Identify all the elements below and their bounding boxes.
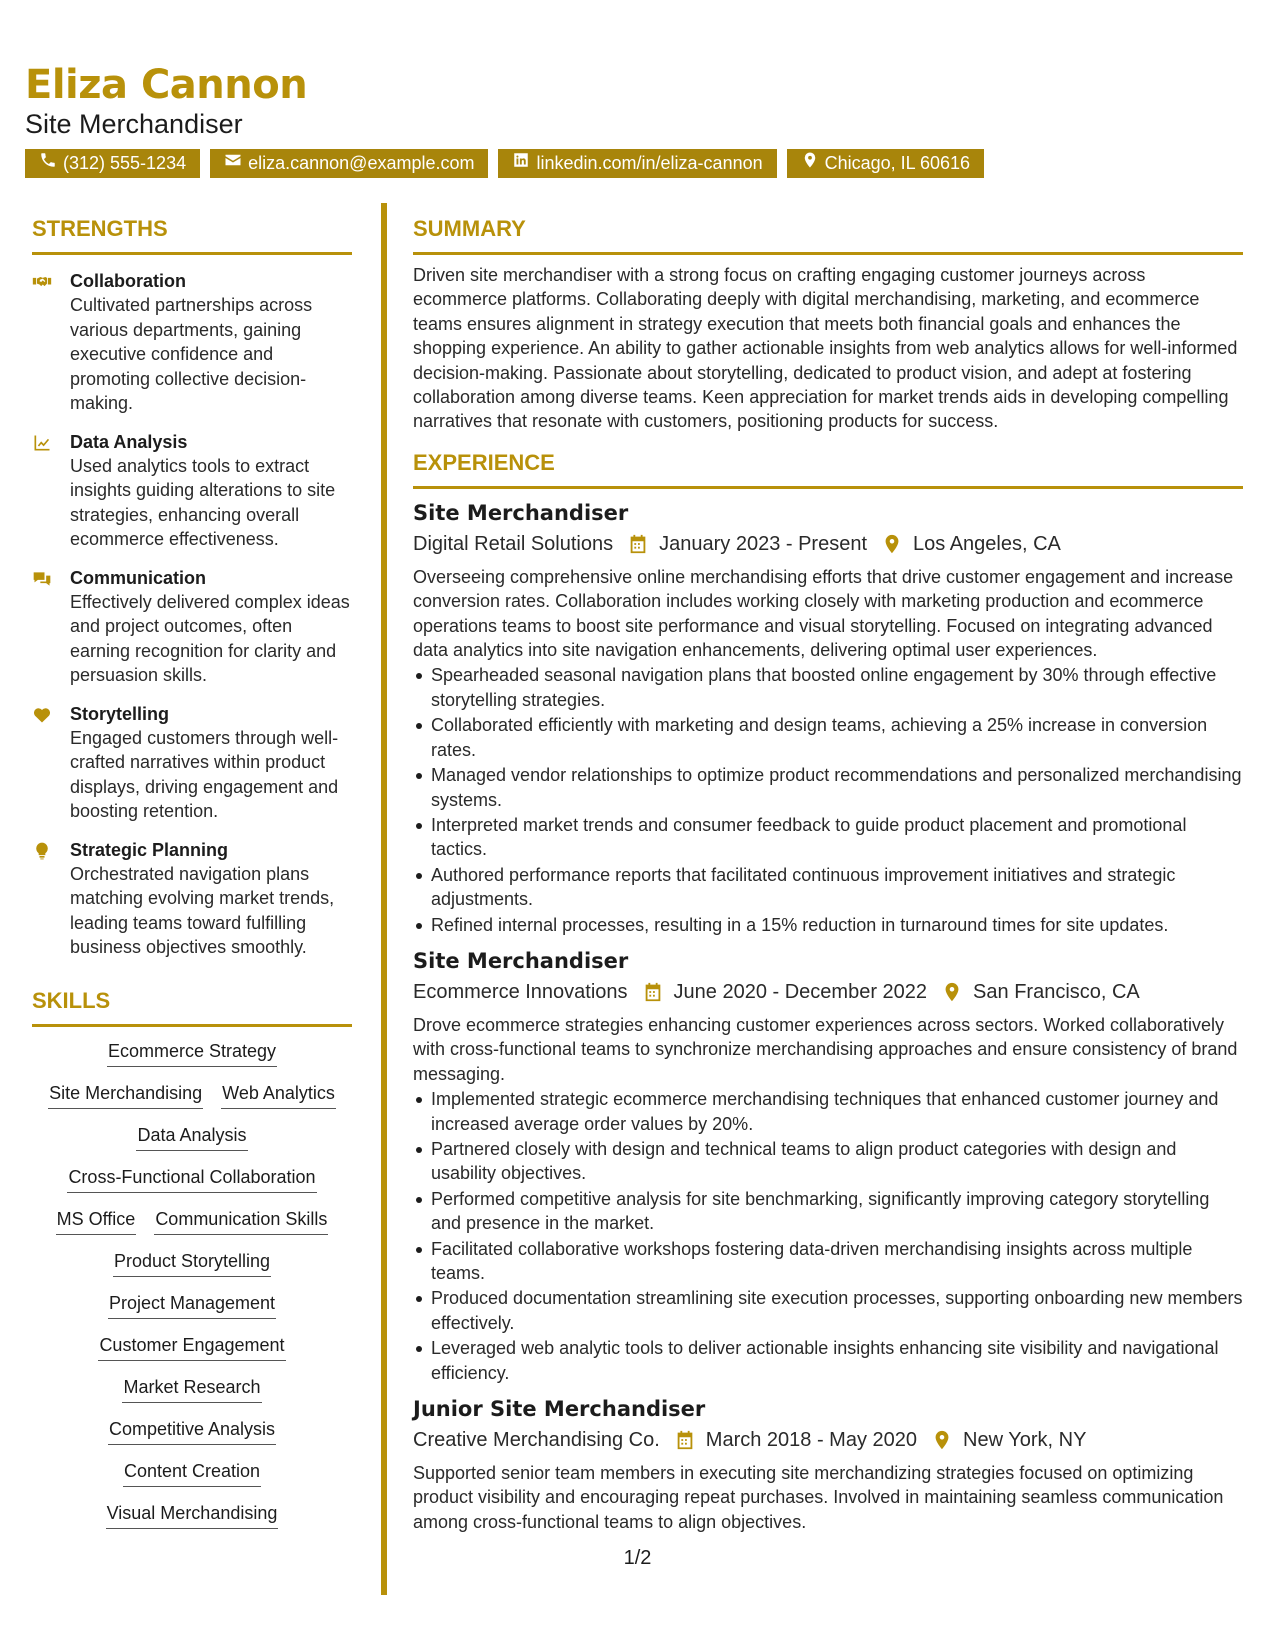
job-bullets — [413, 1087, 1243, 1385]
bullet-item: Produced documentation streamlining site execution processes, supporting onboarding new members effectively. — [413, 1286, 1243, 1335]
skill-tag: Communication Skills — [154, 1207, 328, 1235]
calendar-icon — [642, 981, 664, 1003]
job-meta — [413, 1425, 1243, 1455]
map-pin-icon — [941, 981, 963, 1003]
bullet-item: Spearheaded seasonal navigation plans that boosted online engagement by 30% through effective storytelling strategies. — [413, 663, 1243, 712]
bullet-item: Partnered closely with design and technical teams to align product categories with design and usability objectives. — [413, 1137, 1243, 1186]
skill-tag: Cross-Functional Collaboration — [67, 1165, 316, 1193]
left-column — [32, 214, 352, 1529]
map-pin-icon — [801, 149, 819, 178]
company-name: Ecommerce Innovations — [413, 980, 628, 1003]
skills-list — [32, 1039, 352, 1529]
job-meta — [413, 529, 1243, 559]
page-number: 1/2 — [623, 1547, 652, 1569]
company-name: Digital Retail Solutions — [413, 532, 614, 555]
strength-desc: Used analytics tools to extract insights guiding alterations to site strategies, enhancing overall ecommerce effectiveness. — [70, 455, 336, 549]
job-dates: January 2023 - Present — [659, 532, 868, 555]
job-meta — [413, 977, 1243, 1007]
job-location: New York, NY — [963, 1429, 1087, 1452]
bullet-item: Performed competitive analysis for site benchmarking, significantly improving category storytelling and presence in the market. — [413, 1187, 1243, 1236]
skills-heading: SKILLS — [32, 987, 111, 1013]
skills-section — [32, 986, 352, 1529]
lightbulb-icon — [32, 838, 70, 960]
job-title: Site Merchandiser — [413, 500, 629, 525]
strength-item — [32, 269, 352, 416]
summary-text: Driven site merchandiser with a strong focus on crafting engaging customer journeys across ecommerce platforms. Collaborating deeply with digital merchandising, marketing, and ecommerce teams ensures alignment in strategy execution that meets both financial goals and enhances the shopping experience. An ability to gather actionable insights from web analytics allows for well-informed decision-making. Passionate about storytelling, dedicated to product vision, and adept at fostering collaboration among diverse teams. Keen appreciation for market trends aids in developing compelling narratives that resonate with customers, positioning products for success. — [413, 265, 1238, 432]
strength-item — [32, 430, 352, 552]
experience-heading: EXPERIENCE — [413, 449, 555, 475]
phone-icon — [39, 149, 57, 178]
job-entry — [413, 947, 1243, 1385]
section-divider — [32, 1024, 352, 1027]
handshake-icon — [32, 269, 70, 416]
contact-email[interactable] — [210, 149, 488, 178]
right-column — [413, 214, 1243, 1534]
bullet-item: Authored performance reports that facilitated continuous improvement initiatives and strategic adjustments. — [413, 863, 1243, 912]
job-bullets — [413, 663, 1243, 936]
contact-phone[interactable] — [25, 149, 200, 178]
bullet-item: Refined internal processes, resulting in a 15% reduction in turnaround times for site updates. — [413, 913, 1243, 937]
skill-tag: Customer Engagement — [98, 1333, 285, 1361]
calendar-icon — [627, 533, 649, 555]
company-name: Creative Merchandising Co. — [413, 1429, 660, 1452]
skill-tag: Visual Merchandising — [106, 1501, 279, 1529]
calendar-icon — [674, 1429, 696, 1451]
map-pin-icon — [931, 1429, 953, 1451]
strength-item — [32, 838, 352, 960]
heart-icon — [32, 702, 70, 824]
strength-title: Communication — [70, 567, 207, 588]
strength-desc: Engaged customers through well-crafted narratives within product displays, driving engagement and boosting retention. — [70, 727, 339, 821]
bullet-item: Leveraged web analytic tools to deliver actionable insights enhancing site visibility and navigational efficiency. — [413, 1336, 1243, 1385]
section-divider — [413, 252, 1243, 255]
skill-tag: Competitive Analysis — [108, 1417, 276, 1445]
skill-tag: Ecommerce Strategy — [107, 1039, 277, 1067]
bullet-item: Interpreted market trends and consumer feedback to guide product placement and promotional tactics. — [413, 813, 1243, 862]
job-description: Overseeing comprehensive online merchandising efforts that drive customer engagement and increase conversion rates. Collaboration includes working closely with marketing production and ecommerce operations teams to boost site performance and visual storytelling. Focused on integrating advanced data analytics into site navigation enhancements, delivering optimal user experiences. — [413, 566, 1234, 661]
experience-section — [413, 448, 1243, 1534]
phone-text: (312) 555-1234 — [63, 153, 187, 173]
job-title: Junior Site Merchandiser — [413, 1397, 706, 1422]
linkedin-icon — [512, 149, 530, 178]
skill-tag: MS Office — [56, 1207, 137, 1235]
strength-title: Strategic Planning — [70, 839, 229, 860]
comments-icon — [32, 566, 70, 688]
resume-header — [25, 62, 1255, 178]
email-text: eliza.cannon@example.com — [248, 153, 475, 173]
candidate-name: Eliza Cannon — [25, 62, 308, 108]
section-divider — [32, 252, 352, 255]
strength-title: Data Analysis — [70, 431, 188, 452]
strengths-heading: STRENGTHS — [32, 216, 168, 241]
contact-location — [787, 149, 984, 178]
strength-title: Storytelling — [70, 703, 170, 724]
skill-tag: Site Merchandising — [48, 1081, 203, 1109]
bullet-item: Collaborated efficiently with marketing and design teams, achieving a 25% increase in conversion rates. — [413, 713, 1243, 762]
job-dates: June 2020 - December 2022 — [673, 980, 928, 1003]
envelope-icon — [224, 149, 242, 178]
chart-line-icon — [32, 430, 70, 552]
strength-item — [32, 566, 352, 688]
job-description: Supported senior team members in executing site merchandizing strategies focused on optimizing product visibility and encouraging repeat purchases. Involved in maintaining seamless communication among cross-functional teams to align objectives. — [413, 1463, 1224, 1532]
skill-tag: Market Research — [122, 1375, 261, 1403]
skill-tag: Content Creation — [123, 1459, 261, 1487]
job-entry — [413, 1395, 1243, 1534]
column-divider — [381, 203, 387, 1595]
contact-bar — [25, 149, 1255, 178]
skill-tag: Product Storytelling — [113, 1249, 271, 1277]
strength-desc: Cultivated partnerships across various departments, gaining executive confidence and promoting collective decision-making. — [70, 295, 313, 413]
skill-tag: Data Analysis — [136, 1123, 247, 1151]
linkedin-text: linkedin.com/in/eliza-cannon — [536, 153, 763, 173]
strength-title: Collaboration — [70, 271, 186, 291]
strength-desc: Effectively delivered complex ideas and project outcomes, often earning recognition for clarity and persuasion skills. — [70, 591, 350, 685]
skill-tag: Project Management — [108, 1291, 276, 1319]
bullet-item: Facilitated collaborative workshops fostering data-driven merchandising insights across multiple teams. — [413, 1237, 1243, 1286]
job-description: Drove ecommerce strategies enhancing customer experiences across sectors. Worked collaboratively with cross-functional teams to synchronize merchandising approaches and ensure consistency of brand messaging. — [413, 1014, 1238, 1084]
strength-desc: Orchestrated navigation plans matching evolving market trends, leading teams toward fulfilling business objectives smoothly. — [70, 863, 335, 957]
job-location: San Francisco, CA — [973, 980, 1140, 1003]
location-text: Chicago, IL 60616 — [824, 153, 971, 173]
summary-section — [413, 214, 1243, 434]
bullet-item: Implemented strategic ecommerce merchandising techniques that enhanced customer journey and increased average order values by 20%. — [413, 1087, 1243, 1136]
candidate-role: Site Merchandiser — [25, 109, 243, 139]
summary-heading: SUMMARY — [413, 216, 526, 241]
bullet-item: Managed vendor relationships to optimize product recommendations and personalized merchandising systems. — [413, 763, 1243, 812]
strengths-section — [32, 214, 352, 960]
job-title: Site Merchandiser — [413, 948, 629, 973]
map-pin-icon — [881, 533, 903, 555]
job-entry — [413, 499, 1243, 937]
strength-item — [32, 702, 352, 824]
job-dates: March 2018 - May 2020 — [705, 1429, 918, 1452]
skill-tag: Web Analytics — [221, 1081, 336, 1109]
contact-linkedin[interactable] — [498, 149, 776, 178]
section-divider — [413, 486, 1243, 489]
job-location: Los Angeles, CA — [913, 532, 1061, 555]
